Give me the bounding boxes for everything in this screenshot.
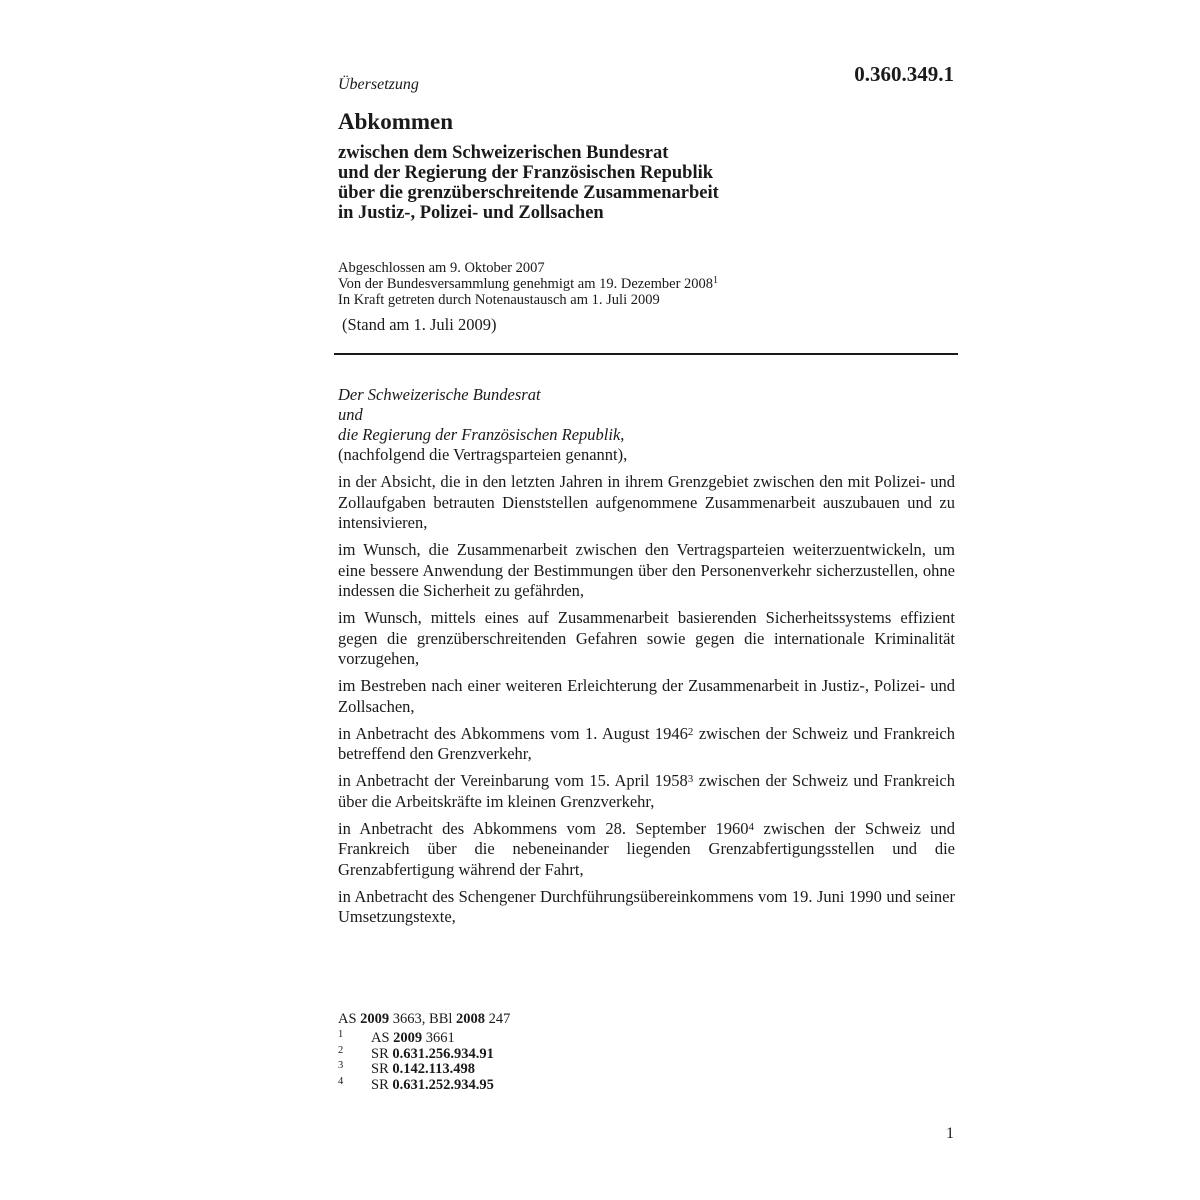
paragraph-text: zwischen der Schweiz und Frankreich betreffend den Grenzverkehr, [338,723,956,763]
source-bbl-year: 2008 [456,1011,486,1027]
party-swiss: Der Schweizerische Bundesrat [338,385,541,404]
translation-label: Übersetzung [338,76,419,93]
party-conjunction: und [338,405,363,424]
subtitle-line: in Justiz-, Polizei- und Zollsachen [338,203,604,223]
paragraph-text: zwischen der Schweiz und Frankreich über die nebeneinander liegenden Grenzabfertigungsstellen und die Grenzabfertigung während der Fahrt, [338,818,956,879]
preamble [338,472,955,934]
footnote-ref-number: 0.631.256.934.91 [392,1045,494,1062]
document-subtitle [338,143,958,223]
subtitle-line: und der Regierung der Französischen Republik [338,163,714,183]
source-as-page: 3663, BBl [389,1011,457,1027]
in-force-date: In Kraft getreten durch Notenaustausch am 1. Juli 2009 [338,292,660,308]
footnote-text[interactable] [371,1077,494,1093]
footnote-number: 1 [338,1029,344,1040]
footnote-ref[interactable]: 2 [687,725,694,738]
preamble-paragraph [338,771,955,812]
source-prefix: AS [338,1011,361,1027]
concluded-date: Abgeschlossen am 9. Oktober 2007 [338,260,545,276]
footnote-ref-number: 0.142.113.498 [392,1061,475,1078]
paragraph-text: in Anbetracht des Abkommens vom 28. September 1960 [338,818,749,838]
preamble-paragraph [338,724,955,765]
footnote-item [338,1046,738,1062]
parties-designation: (nachfolgend die Vertragsparteien genannt), [338,445,628,464]
sr-number: 0.360.349.1 [854,62,954,86]
preamble-paragraph: in der Absicht, die in den letzten Jahren in ihrem Grenzgebiet zwischen den mit Polizei- und Zollaufgaben betrauten Dienststellen aufgenommene Zusammenarbeit auszubauen und zu intensivieren, [338,472,955,532]
preamble-paragraph: im Wunsch, die Zusammenarbeit zwischen den Vertragsparteien weiterzuentwickeln, um eine bessere Anwendung der Bestimmungen über den Personenverkehr sicherzustellen, ohne indessen die Sicherheit zu gefährden, [338,540,955,600]
preamble-paragraph: im Bestreben nach einer weiteren Erleichterung der Zusammenarbeit in Justiz-, Polizei- und Zollsachen, [338,676,955,716]
footnote-prefix: AS [371,1030,394,1046]
footnote-text[interactable] [371,1046,494,1062]
status-date: (Stand am 1. Juli 2009) [342,315,497,334]
footnote-number: 4 [338,1075,344,1087]
footnote-suffix: 3661 [422,1030,455,1046]
footnote-text[interactable] [371,1061,475,1077]
document-title: Abkommen [338,109,454,134]
footnote-number: 3 [338,1060,344,1072]
preamble-paragraph: in Anbetracht des Schengener Durchführungsübereinkommens vom 19. Juni 1990 und seiner Umsetzungstexte, [338,886,955,926]
approval-date: Von der Bundesversammlung genehmigt am 19. Dezember 2008 [338,276,714,292]
subtitle-line: zwischen dem Schweizerischen Bundesrat [338,143,669,163]
preamble-paragraph: im Wunsch, mittels eines auf Zusammenarbeit basierenden Sicherheitssystems effizient gegen die grenzüberschreitenden Gefahren sowie gegen die internationale Kriminalität vorzugehen, [338,608,955,668]
footnote-prefix: SR [371,1045,393,1062]
contracting-parties [338,385,958,465]
footnotes [338,1011,738,1092]
footnote-ref[interactable]: 4 [748,820,754,833]
source-bbl-page: 247 [485,1011,511,1027]
header-divider [334,353,958,355]
footnote-ref-number: 0.631.252.934.95 [392,1076,494,1093]
footnote-ref-number: 2009 [393,1030,423,1046]
footnote-number: 2 [338,1044,344,1056]
source-reference [338,1011,738,1027]
page-number: 1 [946,1125,954,1142]
footnote-text[interactable] [371,1030,455,1046]
footnote-ref[interactable]: 3 [687,773,694,785]
paragraph-text: in Anbetracht der Vereinbarung vom 15. April 1958 [338,771,688,790]
subtitle-line: über die grenzüberschreitende Zusammenarbeit [338,183,719,203]
paragraph-text: zwischen der Schweiz und Frankreich über die Arbeitskräfte im kleinen Grenzverkehr, [338,771,955,811]
footnote-ref[interactable]: 1 [713,275,719,286]
document-meta [338,260,958,308]
footnote-item [338,1061,738,1077]
footnote-item [338,1030,738,1046]
footnote-item [338,1077,738,1093]
preamble-paragraph [338,819,955,881]
paragraph-text: in Anbetracht des Abkommens vom 1. August 1946 [338,723,688,743]
source-as-year: 2009 [360,1011,390,1027]
footnote-prefix: SR [371,1076,393,1093]
footnote-prefix: SR [371,1061,393,1078]
party-french: die Regierung der Französischen Republik, [338,425,625,444]
approval-line [338,276,958,292]
